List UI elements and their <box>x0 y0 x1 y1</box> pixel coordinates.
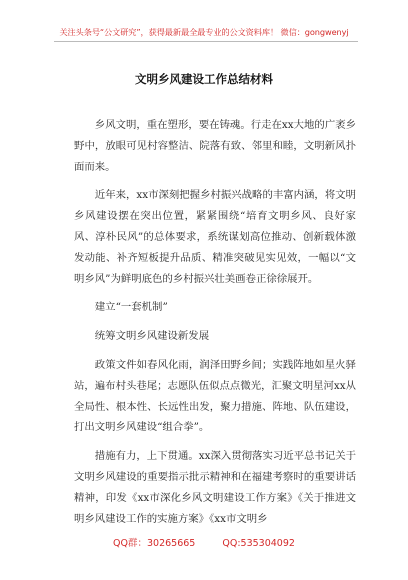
section-subheading: 统筹文明乡风建设新发展 <box>94 330 210 343</box>
document-body <box>74 115 356 529</box>
header-banner: 关注头条号“公文研究”，获得最新最全最专业的公文资料库！ 微信：gongwenyj <box>59 27 349 37</box>
footer-contact <box>0 535 408 549</box>
paragraph-policy: 政策文件如春风化雨，润泽田野乡间；实践阵地如星火驿站，遍布村头巷尾；志愿队伍似点点微光，汇聚文明星河xx从全局性、根本性、长远性出发，聚力措施、阵地、队伍建设，打出文明乡风建设“组合拳”。 <box>74 358 356 434</box>
paragraph-measures: 措施有力，上下贯通。xx深入贯彻落实习近平总书记关于文明乡风建设的重要指示批示精神和在福建考察时的重要讲话精神，印发《xx市深化乡风文明建设工作方案》《关于推进文明乡风建设工作的实施方案》《xx市文明乡 <box>74 450 356 525</box>
header-divider <box>54 41 358 42</box>
section-heading: 建立“一套机制” <box>94 301 168 314</box>
paragraph-overview: 近年来，xx市深刻把握乡村振兴战略的丰富内涵，将文明乡风建设摆在突出位置，紧紧围绕“培育文明乡风、良好家风、淳朴民风”的总体要求，系统谋划高位推动、创新载体激发动能、补齐短板提升品质、精准突破见实见效，一幅以“文明乡风”为鲜明底色的乡村振兴壮美画卷正徐徐展开。 <box>74 189 356 285</box>
footer-qq-number: QQ:535304092 <box>222 538 295 549</box>
document-title: 文明乡风建设工作总结材料 <box>135 72 273 86</box>
footer-qq-group: QQ群：30265665 <box>113 538 196 549</box>
paragraph-intro: 乡风文明，重在塑形，要在铸魂。行走在xx大地的广袤乡野中，放眼可见村容整洁、院落有致、邻里和睦，文明新风扑面而来。 <box>74 119 356 173</box>
